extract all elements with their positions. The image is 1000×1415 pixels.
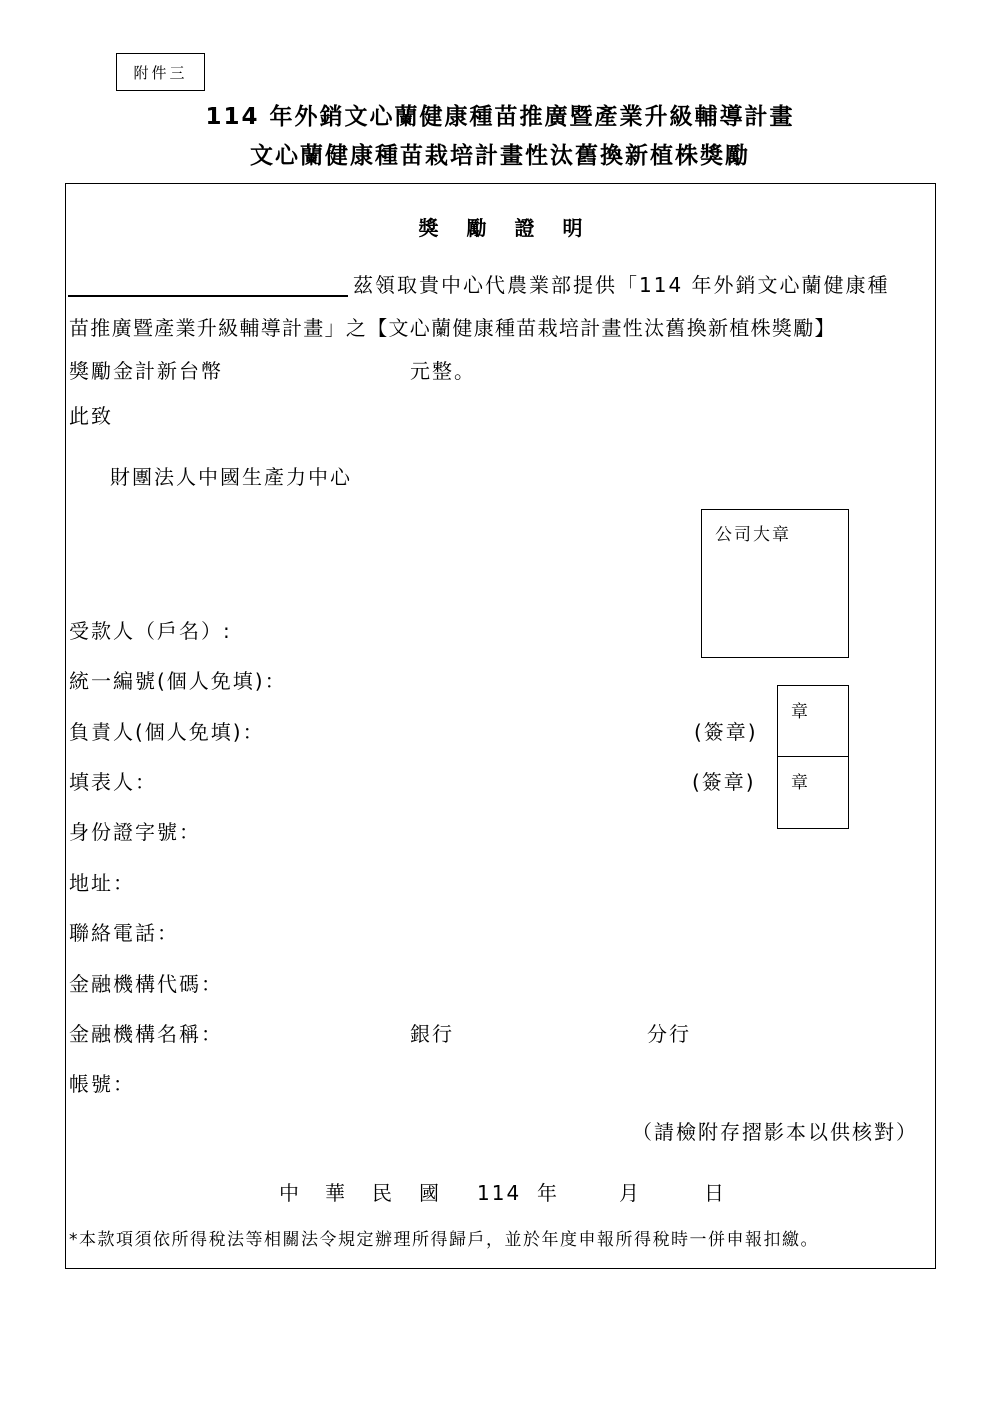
amount-label: 獎勵金計新台幣 [69,359,223,383]
date-era-char-3: 民 [372,1181,394,1205]
tax-footnote: *本款項須依所得稅法等相關法令規定辦理所得歸戶，並於年度申報所得稅時一併申報扣繳。 [69,1230,819,1250]
branch-suffix: 分行 [647,1022,691,1046]
filler-seal-label: 章 [791,773,810,793]
seal-divider [777,756,849,757]
date-month-label: 月 [619,1181,641,1205]
certificate-heading: 獎勵證明 [418,216,611,240]
passbook-note: （請檢附存摺影本以供核對） [632,1120,918,1144]
responsible-person-field: 負責人(個人免填)： [69,720,265,744]
recipient-name-blank [68,295,348,297]
amount-suffix: 元整。 [410,359,476,383]
phone-field: 聯絡電話： [69,921,179,945]
attachment-label: 附件三 [116,53,205,91]
account-field: 帳號： [69,1072,135,1096]
bank-code-field: 金融機構代碼： [69,972,223,996]
salutation: 此致 [69,404,113,428]
date-era-char-4: 國 [419,1181,441,1205]
date-era-char-2: 華 [325,1181,347,1205]
id-number-field: 身份證字號： [69,820,201,844]
document-title-line2: 文心蘭健康種苗栽培計畫性汰舊換新植株獎勵 [250,143,750,169]
responsible-seal-label: 章 [791,702,810,722]
filler-signature-label: (簽章) [692,770,756,794]
document-title-line1: 114 年外銷文心蘭健康種苗推廣暨產業升級輔導計畫 [205,104,795,130]
address-field: 地址： [69,871,135,895]
company-seal-label: 公司大章 [715,525,791,545]
date-year-label: 年 [537,1181,559,1205]
form-filler-field: 填表人： [69,770,157,794]
date-year: 114 [477,1181,522,1205]
seal-boxes [777,685,849,829]
certificate-body-line1: 茲領取貴中心代農業部提供「114 年外銷文心蘭健康種 [353,273,890,297]
bank-suffix: 銀行 [410,1022,454,1046]
payee-field: 受款人（戶名）: [69,619,232,643]
date-era-char-1: 中 [279,1181,301,1205]
responsible-signature-label: (簽章) [694,720,758,744]
recipient-organization: 財團法人中國生產力中心 [110,465,352,489]
tax-id-field: 統一編號(個人免填)： [69,669,287,693]
certificate-body-line2: 苗推廣暨產業升級輔導計畫」之【文心蘭健康種苗栽培計畫性汰舊換新植株獎勵】 [69,316,836,340]
date-day-label: 日 [704,1181,726,1205]
bank-name-field: 金融機構名稱： [69,1022,223,1046]
